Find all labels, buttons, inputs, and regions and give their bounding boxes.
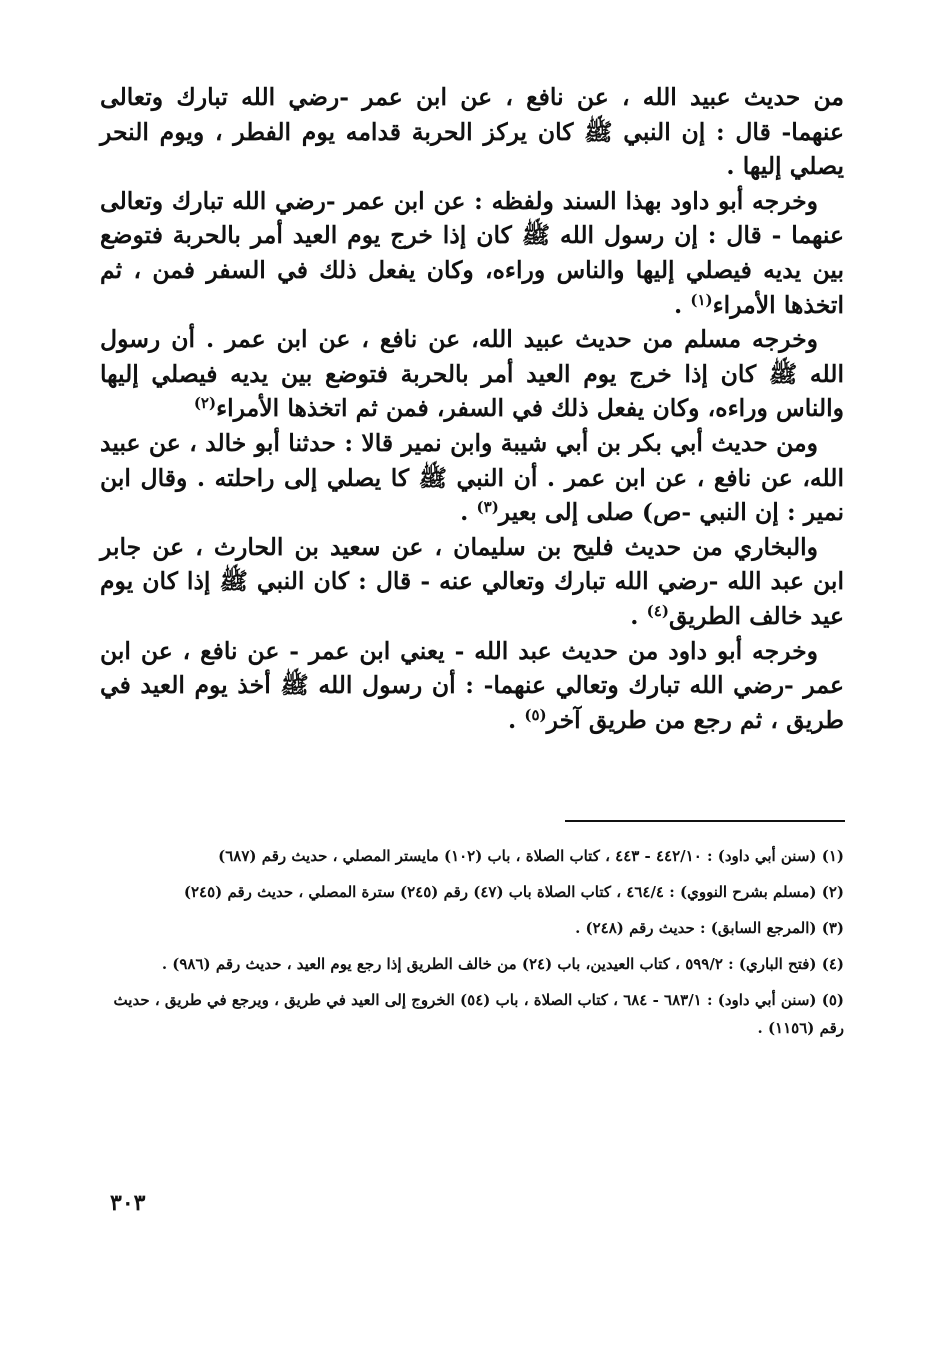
paragraph: [100, 530, 844, 634]
main-text: [100, 80, 844, 737]
footnote-ref[interactable]: (٤): [646, 601, 669, 620]
footnotes: [92, 842, 844, 1050]
paragraph: [100, 634, 844, 738]
paragraph-tail: .: [673, 290, 691, 319]
paragraph-tail: .: [460, 498, 477, 527]
paragraph: [100, 184, 844, 322]
paragraph: [100, 322, 844, 426]
paragraph-text: والبخاري من حديث فليح بن سليمان ، عن سعيد بن الحارث ، عن جابر ابن عبد الله -رضي الله تبارك وتعالي عنه - قال : كان النبي ﷺ إذا كان يوم عيد خالف الطريق: [100, 532, 844, 630]
footnote: (٢) (مسلم بشرح النووي) : ٤٦٤/٤ ، كتاب الصلاة باب (٤٧) رقم (٢٤٥) سترة المصلي ، حديث رقم (٢٤٥): [183, 883, 844, 901]
footnote-ref[interactable]: (٢): [193, 394, 217, 413]
paragraph-text: وخرجه مسلم من حديث عبيد الله، عن نافع ، عن ابن عمر . أن رسول الله ﷺ كان إذا خرج يوم العيد أمر بالحربة فتوضع بين يديه فيصلي إليها والناس وراءه، وكان يفعل ذلك في السفر، فمن ثم اتخذها الأمراء: [100, 325, 844, 423]
paragraph-text: ومن حديث أبي بكر بن أبي شيبة وابن نمير قالا : حدثنا أبو خالد ، عن عبيد الله، عن نافع ، عن ابن عمر . أن النبي ﷺ كا يصلي إلى راحلته . وقال ابن نمير : إن النبي -ص) صلى إلى بعير: [100, 428, 844, 527]
paragraph-text: من حديث عبيد الله ، عن نافع ، عن ابن عمر -رضي الله تبارك وتعالى عنهما- قال : إن النبي ﷺ كان يركز الحربة قدامه يوم الفطر ، ويوم النحر يصلي إليها .: [100, 83, 844, 181]
footnote-ref[interactable]: (٣): [476, 498, 499, 517]
paragraph-tail: .: [630, 601, 647, 630]
footnote: (٣) (المرجع السابق) : حديث رقم (٢٤٨) .: [575, 919, 844, 937]
footnote-ref[interactable]: (٥): [524, 705, 547, 724]
paragraph: [100, 426, 844, 530]
paragraph-text: وخرجه أبو داود بهذا السند ولفظه : عن ابن عمر -رضي الله تبارك وتعالى عنهما - قال : إن رسول الله ﷺ كان إذا خرج يوم العيد أمر بالحربة فتوضع بين يديه فيصلي إليها والناس وراءه، وكان يفعل ذلك في السفر فمن ، ثم اتخذها الأمراء: [100, 186, 844, 319]
page-number: ٣٠٣: [110, 1190, 146, 1216]
footnote-ref[interactable]: (١): [690, 290, 713, 309]
paragraph: [100, 80, 844, 184]
footnote: (١) (سنن أبي داود) : ٤٤٢/١٠ - ٤٤٣ ، كتاب الصلاة ، باب (١٠٢) مايستر المصلي ، حديث رقم (٦٨٧): [218, 847, 844, 865]
footnote-divider: [565, 820, 845, 822]
footnote: (٥) (سنن أبي داود) : ٦٨٣/١ - ٦٨٤ ، كتاب الصلاة ، باب (٥٤) الخروج إلى العيد في طريق ، ويرجع في طريق ، حديث رقم (١١٥٦) .: [113, 991, 844, 1037]
footnote: (٤) (فتح الباري) : ٥٩٩/٢ ، كتاب العيدين، باب (٢٤) من خالف الطريق إذا رجع يوم العيد ، حديث رقم (٩٨٦) .: [161, 955, 844, 973]
paragraph-tail: .: [507, 705, 525, 734]
paragraph-text: وخرجه أبو داود من حديث عبد الله - يعني ابن عمر - عن نافع ، عن ابن عمر -رضي الله تبارك وتعالي عنهما- : أن رسول الله ﷺ أخذ يوم العيد في طريق ، ثم رجع من طريق آخر: [100, 636, 844, 734]
